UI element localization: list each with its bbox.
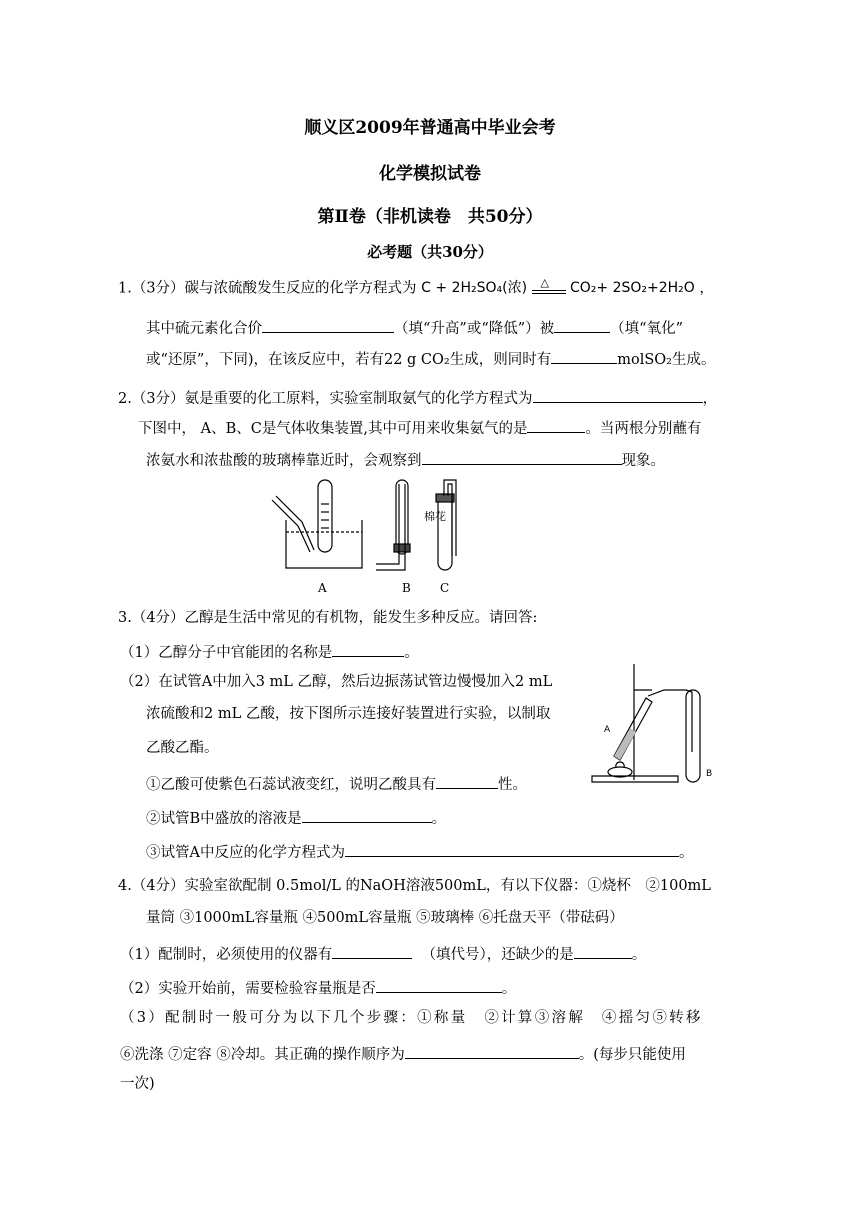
question-1-text: 或“还原”，下同)，在该反应中，若有22 g CO₂生成，则同时有 bbox=[146, 352, 552, 368]
question-1-line-1 bbox=[118, 276, 714, 298]
question-2-line-3 bbox=[146, 450, 665, 470]
apparatus-b bbox=[376, 480, 410, 570]
answer-blank[interactable] bbox=[345, 842, 679, 857]
question-4-sub-3-line-3: 一次) bbox=[120, 1076, 155, 1092]
gas-collection-figure bbox=[268, 474, 468, 598]
answer-blank[interactable] bbox=[533, 388, 703, 403]
question-3-item-3 bbox=[146, 842, 693, 862]
question-1-text: （填“升高”或“降低”）被 bbox=[394, 321, 555, 337]
esterification-apparatus-figure bbox=[586, 660, 722, 790]
question-4-sub-3-line-1: （3）配制时一般可分为以下几个步骤：①称量 ②计算③溶解 ④摇匀⑤转移 bbox=[120, 1010, 703, 1026]
answer-blank[interactable] bbox=[551, 349, 617, 364]
question-3-sub-2-line-3: 乙酸乙酯。 bbox=[146, 740, 219, 756]
question-2-text: 。当两根分别蘸有 bbox=[585, 421, 702, 437]
answer-blank[interactable] bbox=[527, 418, 585, 433]
question-4-text: 。(每步只能使用 bbox=[578, 1047, 686, 1063]
question-3-item-1 bbox=[146, 774, 527, 794]
question-2-text: 下图中， A、B、C是气体收集装置,其中可用来收集氨气的是 bbox=[138, 421, 528, 437]
answer-blank[interactable] bbox=[405, 1044, 579, 1059]
question-1-text: （填“氧化” bbox=[610, 321, 683, 337]
question-1-text: 其中硫元素化合价 bbox=[146, 321, 262, 337]
question-4-text: （1）配制时，必须使用的仪器有 bbox=[120, 947, 333, 963]
label-tube-a: A bbox=[604, 725, 611, 735]
question-2-text: 现象。 bbox=[621, 453, 665, 469]
punctuation: 。 bbox=[431, 811, 447, 827]
question-3-text: ②试管B中盛放的溶液是 bbox=[146, 811, 302, 827]
question-3-text: 性。 bbox=[498, 777, 527, 793]
question-3-sub-2-line-2: 浓硫酸和2 mL 乙酸，按下图所示连接好装置进行实验，以制取 bbox=[146, 706, 551, 722]
question-4-line-2: 量筒 ③1000mL容量瓶 ④500mL容量瓶 ⑤玻璃棒 ⑥托盘天平（带砝码） bbox=[146, 910, 624, 926]
question-3-sub-2-line-1: （2）在试管A中加入3 mL 乙醇，然后边振荡试管边慢慢加入2 mL bbox=[120, 674, 553, 690]
punctuation: ， bbox=[702, 391, 718, 407]
punctuation: 。 bbox=[678, 845, 694, 861]
answer-blank[interactable] bbox=[436, 774, 498, 789]
question-1-text: 1.（3分）碳与浓硫酸发生反应的化学方程式为 bbox=[118, 280, 417, 297]
answer-blank[interactable] bbox=[376, 978, 502, 993]
equation-reactants: C + 2H₂SO₄(浓) bbox=[421, 280, 528, 296]
label-a: A bbox=[318, 581, 327, 595]
question-3-item-2 bbox=[146, 808, 446, 828]
question-2-text: 2.（3分）氨是重要的化工原料，实验室制取氨气的化学方程式为 bbox=[118, 391, 533, 407]
label-tube-b: B bbox=[706, 769, 713, 779]
reaction-equation bbox=[421, 276, 695, 297]
answer-blank[interactable] bbox=[422, 450, 622, 465]
section-title: 第Ⅱ卷（非机读卷 共50分） bbox=[317, 207, 543, 227]
heat-symbol: △ bbox=[540, 276, 549, 289]
question-2-text: 浓氨水和浓盐酸的玻璃棒靠近时，会观察到 bbox=[146, 453, 422, 469]
answer-blank[interactable] bbox=[302, 808, 432, 823]
exam-title: 顺义区2009年普通高中毕业会考 bbox=[304, 118, 556, 138]
question-4-text: （2）实验开始前，需要检验容量瓶是否 bbox=[120, 981, 376, 997]
punctuation: 。 bbox=[631, 947, 647, 963]
question-4-line-1: 4.（4分）实验室欲配制 0.5mol/L 的NaOH溶液500mL，有以下仪器：①烧杯 ②100mL bbox=[118, 878, 711, 894]
question-3-sub-1 bbox=[120, 642, 419, 662]
question-4-sub-2 bbox=[120, 978, 516, 998]
answer-blank[interactable] bbox=[332, 944, 412, 959]
punctuation: ， bbox=[699, 280, 714, 297]
question-3-text: ③试管A中反应的化学方程式为 bbox=[146, 845, 345, 861]
question-1-text: molSO₂生成。 bbox=[617, 352, 716, 368]
label-c: C bbox=[440, 581, 450, 595]
cotton-label: 棉花 bbox=[424, 510, 446, 523]
question-4-sub-1 bbox=[120, 944, 646, 964]
apparatus-c bbox=[436, 480, 456, 570]
punctuation: 。 bbox=[404, 645, 419, 661]
equation-products: CO₂+ 2SO₂+2H₂O bbox=[569, 280, 695, 296]
question-4-text: （填代号），还缺少的是 bbox=[421, 947, 574, 963]
equation-heat-arrow bbox=[532, 276, 566, 295]
label-b: B bbox=[402, 581, 411, 595]
answer-blank[interactable] bbox=[554, 318, 610, 333]
apparatus-a bbox=[272, 480, 362, 568]
answer-blank[interactable] bbox=[332, 642, 404, 657]
question-2-line-2 bbox=[138, 418, 701, 438]
exam-subject-title: 化学模拟试卷 bbox=[379, 164, 481, 184]
answer-blank[interactable] bbox=[574, 944, 632, 959]
answer-blank[interactable] bbox=[262, 318, 394, 333]
question-3-line-1: 3.（4分）乙醇是生活中常见的有机物，能发生多种反应。请回答: bbox=[118, 610, 538, 626]
question-4-text: ⑥洗涤 ⑦定容 ⑧冷却。其正确的操作顺序为 bbox=[120, 1047, 405, 1063]
question-3-text: ①乙酸可使紫色石蕊试液变红，说明乙酸具有 bbox=[146, 777, 436, 793]
section-subtitle: 必考题（共30分） bbox=[367, 243, 493, 261]
question-3-text: （1）乙醇分子中官能团的名称是 bbox=[120, 645, 333, 661]
question-2-line-1 bbox=[118, 388, 717, 408]
question-4-sub-3-line-2 bbox=[120, 1044, 686, 1064]
question-1-line-3 bbox=[146, 349, 715, 369]
question-1-line-2 bbox=[146, 318, 683, 338]
punctuation: 。 bbox=[501, 981, 517, 997]
